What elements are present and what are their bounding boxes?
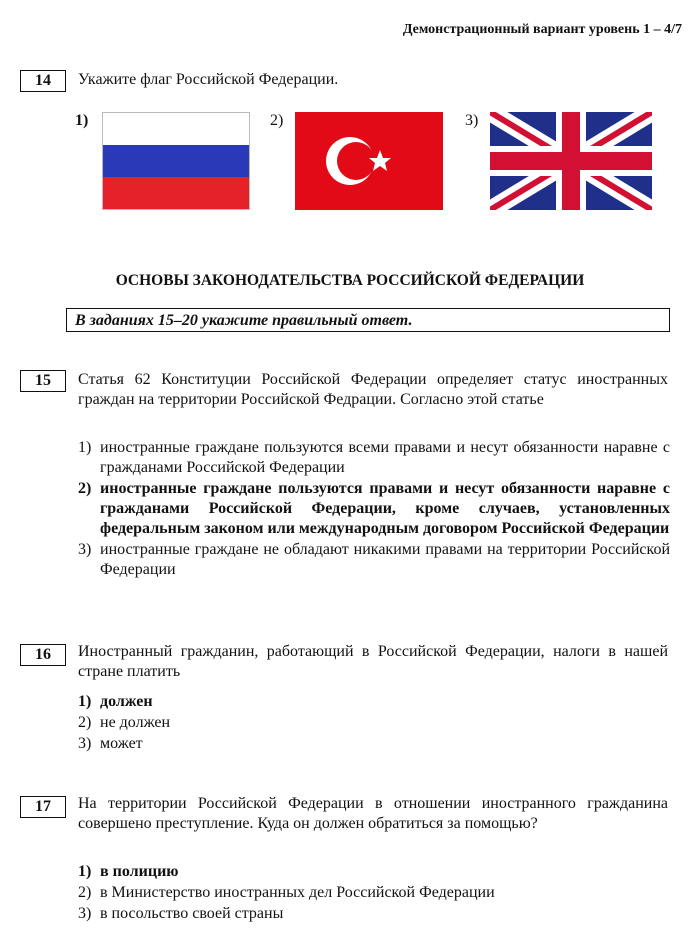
question-number-17: 17: [20, 796, 66, 818]
question-number-14: 14: [20, 70, 66, 92]
page-header: Демонстрационный вариант уровень 1 – 4/7: [402, 22, 682, 37]
question-text-15: Статья 62 Конституции Российской Федерации определяет статус иностранных граждан на территории Российской Федрации. Согласно этой статье: [78, 371, 668, 408]
flag-option-label-3: 3): [465, 112, 479, 129]
option-15-2[interactable]: 2) иностранные граждане пользуются правами и несут обязанности наравне с гражданами Российской Федерации, кроме случаев, установленных федеральным законом или международным договором Российской Федерации: [78, 480, 670, 537]
question-text-14: Укажите флаг Российской Федерации.: [78, 71, 339, 88]
options-17: [78, 862, 670, 925]
option-15-3[interactable]: 3) иностранные граждане не обладают никакими правами на территории Российской Федерации: [78, 541, 670, 578]
option-16-3[interactable]: 3) может: [78, 735, 143, 752]
question-number-15: 15: [20, 370, 66, 392]
option-17-1[interactable]: 1) в полицию: [78, 863, 179, 880]
question-text-17: На территории Российской Федерации в отношении иностранного гражданина совершено преступление. Куда он должен обратиться за помощью?: [78, 795, 668, 832]
section-title: ОСНОВЫ ЗАКОНОДАТЕЛЬСТВА РОССИЙСКОЙ ФЕДЕРАЦИИ: [115, 272, 585, 289]
option-17-2[interactable]: 2) в Министерство иностранных дел Российской Федерации: [78, 884, 495, 901]
options-15: [78, 438, 670, 581]
russia-flag-icon[interactable]: [102, 112, 250, 210]
option-17-3[interactable]: 3) в посольство своей страны: [78, 905, 284, 922]
option-16-1[interactable]: 1) должен: [78, 693, 153, 710]
uk-flag-icon[interactable]: [490, 112, 652, 210]
flag-option-label-2: 2): [270, 112, 284, 129]
turkey-flag-icon[interactable]: [295, 112, 443, 210]
options-16: [78, 692, 670, 755]
option-16-2[interactable]: 2) не должен: [78, 714, 171, 731]
question-number-16: 16: [20, 644, 66, 666]
flag-option-label-1: 1): [75, 112, 89, 129]
instruction-box: В заданиях 15–20 укажите правильный ответ.: [66, 308, 670, 332]
option-15-1[interactable]: 1) иностранные граждане пользуются всеми правами и несут обязанности наравне с гражданами Российской Федерации: [78, 439, 670, 476]
question-text-16: Иностранный гражданин, работающий в Российской Федерации, налоги в нашей стране платить: [78, 643, 668, 680]
